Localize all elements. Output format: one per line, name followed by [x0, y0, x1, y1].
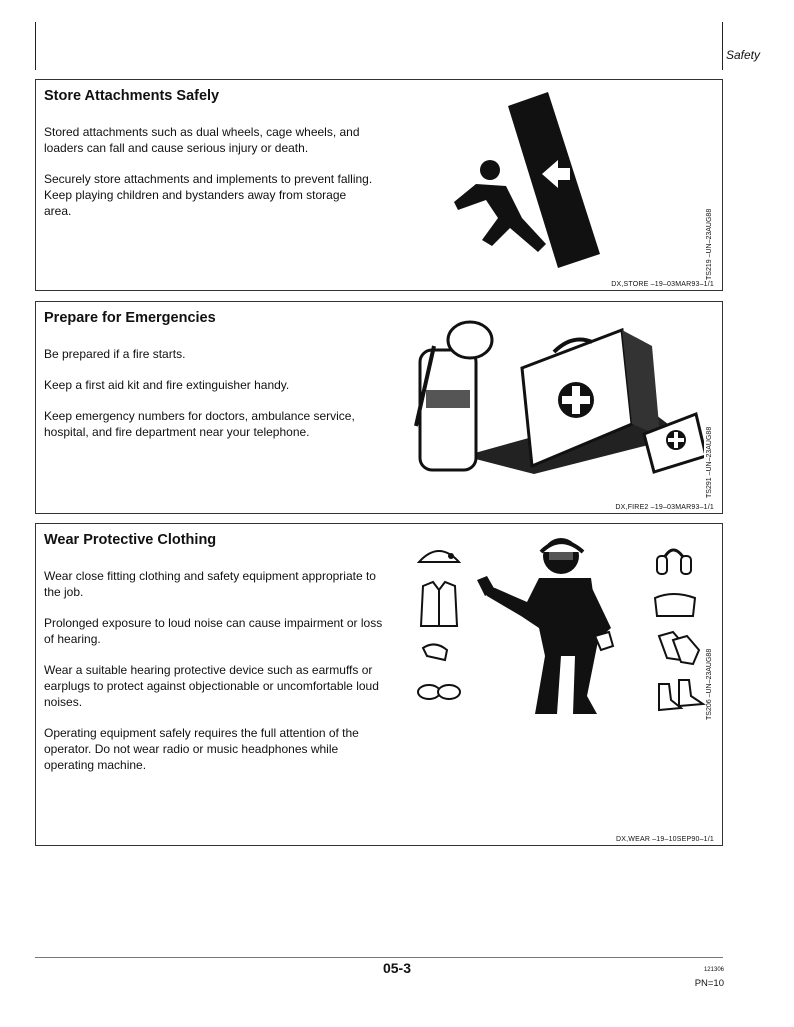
figure-code: TS219 –UN–23AUG88 — [706, 208, 713, 280]
paragraph: Wear a suitable hearing protective device such as earmuffs or earplugs to protect against objectionable or uncomfortable loud noises. — [44, 663, 379, 709]
section-title: Wear Protective Clothing — [44, 532, 217, 548]
paragraph: Operating equipment safely requires the full attention of the operator. Do not wear radio or music headphones while operating machine. — [44, 726, 359, 772]
doc-number: 121306 — [703, 967, 724, 973]
section-body — [44, 124, 374, 234]
paragraph: Wear close fitting clothing and safety equipment appropriate to the job. — [44, 569, 376, 599]
section-body — [44, 568, 384, 788]
paragraph: Keep a first aid kit and fire extinguisher handy. — [44, 378, 290, 392]
figure-code: TS206 –UN–23AUG88 — [706, 648, 713, 720]
protective-clothing-illustration — [411, 536, 711, 718]
section-prepare-emergencies — [35, 301, 723, 514]
footer-rule — [35, 957, 723, 958]
paragraph: Stored attachments such as dual wheels, cage wheels, and loaders can fall and cause serious injury or death. — [44, 125, 360, 155]
paragraph: Keep emergency numbers for doctors, ambulance service, hospital, and fire department near your telephone. — [44, 409, 355, 439]
section-protective-clothing — [35, 523, 723, 846]
page-number: 05-3 — [382, 960, 412, 976]
margin-rule-right — [722, 22, 723, 70]
section-title: Store Attachments Safely — [44, 88, 220, 104]
paragraph: Prolonged exposure to loud noise can cause impairment or loss of hearing. — [44, 616, 383, 646]
falling-attachment-illustration — [446, 88, 636, 268]
reference-code: DX,FIRE2 –19–03MAR93–1/1 — [615, 504, 714, 511]
paragraph: Securely store attachments and implements to prevent falling. Keep playing children and bystanders away from storage area. — [44, 172, 373, 218]
section-store-attachments — [35, 79, 723, 291]
extinguisher-first-aid-illustration — [404, 316, 704, 476]
section-body — [44, 346, 389, 455]
margin-rule-left — [35, 22, 36, 70]
page-header: Safety — [725, 48, 760, 62]
reference-code: DX,WEAR –19–10SEP90–1/1 — [616, 836, 714, 843]
section-title: Prepare for Emergencies — [44, 310, 216, 326]
reference-code: DX,STORE –19–03MAR93–1/1 — [611, 281, 714, 288]
figure-code: TS291 –UN–23AUG88 — [706, 426, 713, 498]
paragraph: Be prepared if a fire starts. — [44, 347, 186, 361]
pn-label: PN=10 — [694, 978, 724, 989]
